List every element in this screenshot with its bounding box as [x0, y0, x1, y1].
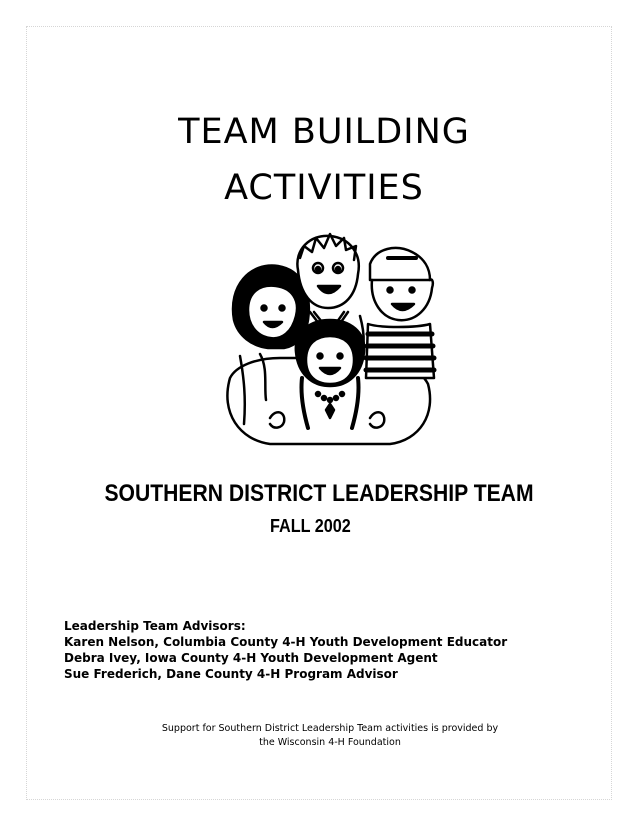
document-title-line-2: ACTIVITIES [224, 168, 424, 208]
team-name: SOUTHERN DISTRICT LEADERSHIP TEAM [104, 480, 534, 507]
advisor-line: Karen Nelson, Columbia County 4-H Youth Development Educator [64, 635, 508, 649]
advisor-line: Sue Frederich, Dane County 4-H Program Advisor [64, 667, 398, 681]
support-line-2: the Wisconsin 4-H Foundation [259, 737, 401, 748]
advisors-heading: Leadership Team Advisors: [64, 619, 246, 633]
date-label: FALL 2002 [270, 516, 351, 536]
children-group-icon [220, 228, 440, 460]
advisor-line: Debra Ivey, Iowa County 4-H Youth Development Agent [64, 651, 438, 665]
support-line-1: Support for Southern District Leadership Team activities is provided by [161, 723, 499, 734]
advisors-block [64, 618, 604, 682]
document-title-line-1: TEAM BUILDING [178, 112, 470, 152]
support-note [120, 722, 540, 750]
